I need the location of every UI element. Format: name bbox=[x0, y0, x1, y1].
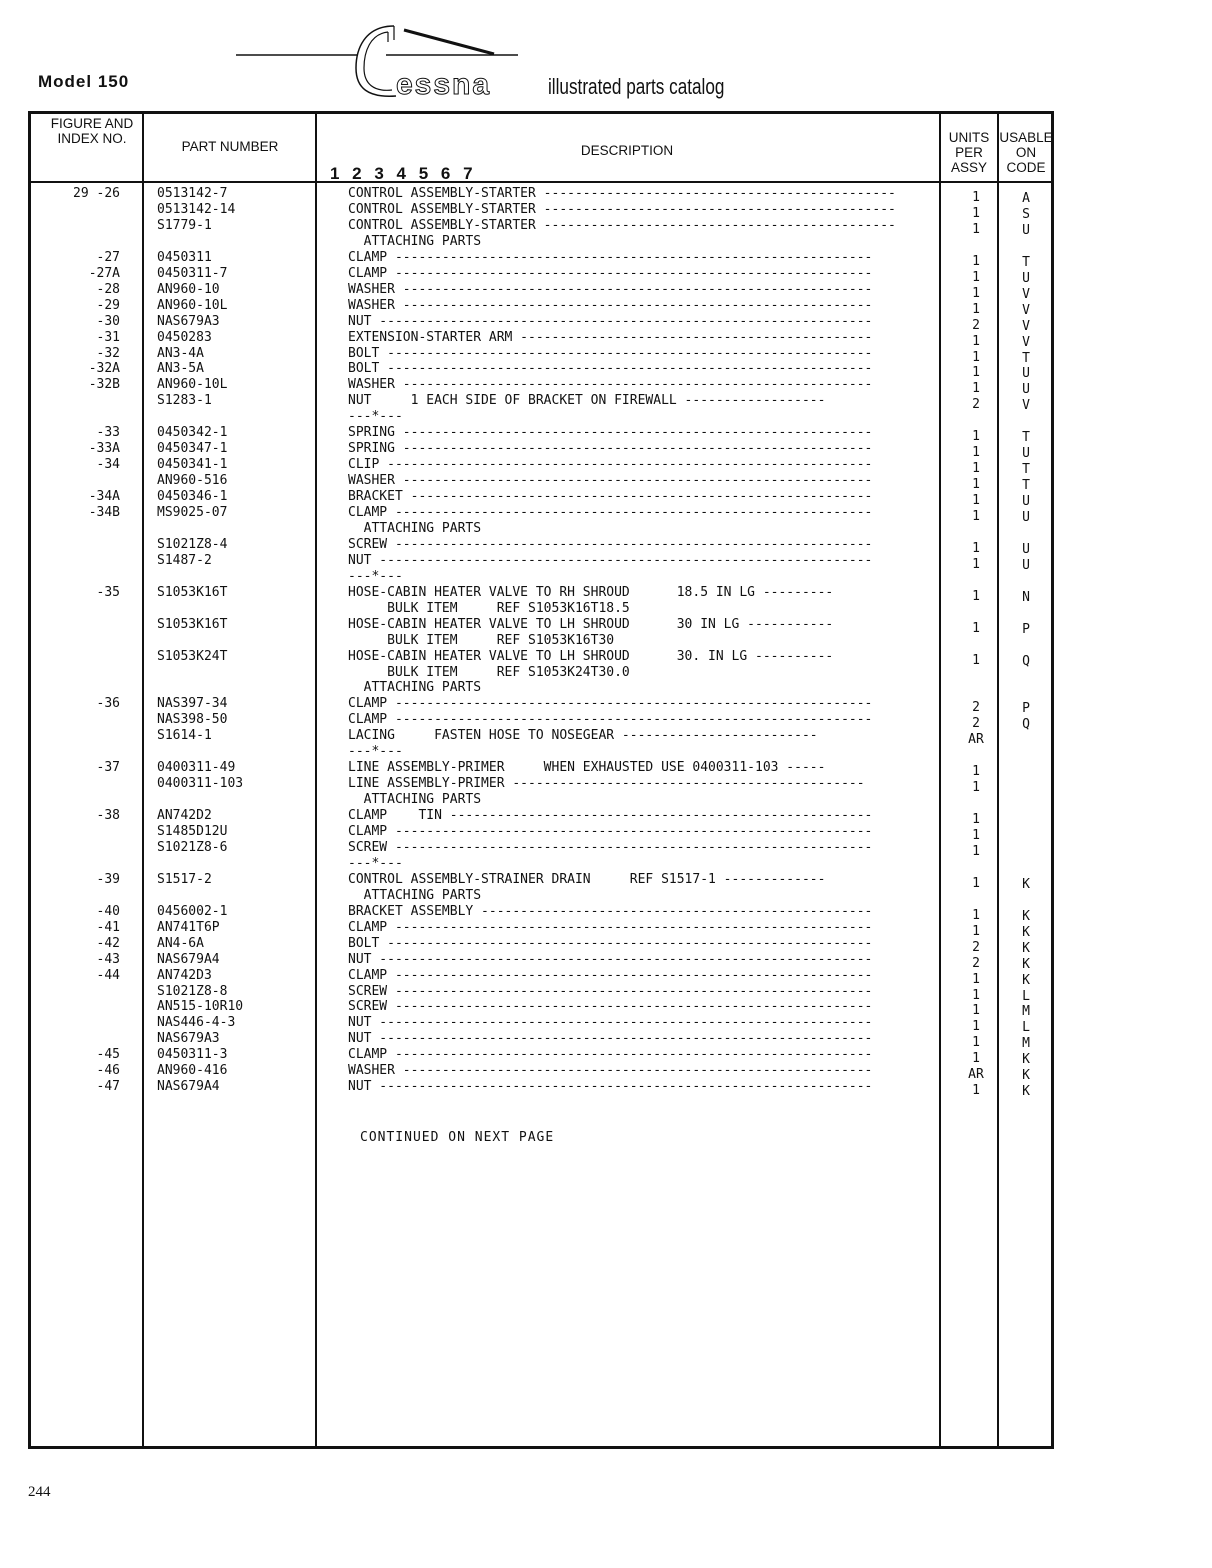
table-row bbox=[0, 489, 1212, 510]
part-number-cell: AN742D2 bbox=[157, 808, 212, 824]
table-row bbox=[0, 601, 1212, 617]
part-number-cell: AN960-416 bbox=[157, 1063, 228, 1079]
header-units: UNITS PER ASSY bbox=[948, 130, 990, 175]
description-cell: CLAMP TIN ------------------------------------------------------ bbox=[348, 808, 873, 824]
figure-index-cell: -27A bbox=[88, 265, 120, 281]
units-cell: 1 bbox=[972, 349, 980, 365]
units-cell: 1 bbox=[972, 588, 980, 604]
part-number-cell: 0513142-7 bbox=[157, 186, 228, 201]
table-row bbox=[0, 409, 1212, 425]
table-row bbox=[0, 377, 1212, 398]
part-number-cell: MS9025-07 bbox=[157, 505, 228, 520]
page-number: 244 bbox=[28, 1484, 51, 1500]
usable-code-cell: K bbox=[1022, 972, 1030, 988]
usable-code-cell: K bbox=[1022, 1052, 1030, 1068]
part-number-cell: AN960-516 bbox=[157, 473, 228, 489]
usable-code-cell: Q bbox=[1022, 653, 1030, 669]
description-cell: HOSE-CABIN HEATER VALVE TO LH SHROUD 30. IN LG ---------- bbox=[348, 648, 834, 664]
part-number-cell: AN3-4A bbox=[157, 345, 204, 361]
units-cell: 1 bbox=[972, 620, 980, 636]
units-cell: 1 bbox=[972, 269, 980, 285]
usable-code-cell: T bbox=[1022, 350, 1030, 366]
table-row bbox=[0, 839, 1212, 859]
description-cell: WASHER ------------------------------------------------------------ bbox=[348, 377, 873, 393]
description-cell: CONTROL ASSEMBLY-STARTER --------------------------------------------- bbox=[348, 201, 896, 217]
description-cell: SCREW ------------------------------------------------------------- bbox=[348, 839, 873, 855]
units-cell: 1 bbox=[972, 1003, 980, 1019]
units-cell: 1 bbox=[972, 971, 980, 987]
units-cell: 1 bbox=[972, 205, 980, 221]
units-cell: 1 bbox=[972, 285, 980, 301]
table-row bbox=[0, 234, 1212, 250]
part-number-cell: 0400311-49 bbox=[157, 760, 236, 776]
description-cell: BULK ITEM REF S1053K24T30.0 bbox=[348, 664, 630, 680]
usable-code-cell: K bbox=[1022, 924, 1030, 940]
part-number-cell: S1779-1 bbox=[157, 217, 212, 233]
description-cell: SCREW ------------------------------------------------------------- bbox=[348, 536, 873, 552]
usable-code-cell: T bbox=[1022, 430, 1030, 446]
description-cell: CLAMP ------------------------------------------------------------- bbox=[348, 967, 873, 983]
units-cell: 1 bbox=[972, 987, 980, 1003]
usable-code-cell: K bbox=[1022, 908, 1030, 924]
part-number-cell: 0450347-1 bbox=[157, 441, 228, 457]
table-row bbox=[0, 967, 1212, 988]
usable-code-cell: N bbox=[1022, 589, 1030, 605]
table-row bbox=[0, 473, 1212, 494]
description-cell: ATTACHING PARTS bbox=[348, 233, 482, 249]
table-row bbox=[0, 744, 1212, 760]
description-cell: SPRING ------------------------------------------------------------ bbox=[348, 441, 873, 457]
figure-index-cell: -47 bbox=[96, 1079, 120, 1095]
units-cell: 1 bbox=[972, 365, 980, 381]
units-cell: 1 bbox=[972, 652, 980, 668]
figure-index-cell: -29 bbox=[96, 297, 120, 313]
usable-code-cell: U bbox=[1022, 494, 1030, 510]
units-cell: 1 bbox=[972, 509, 980, 524]
table-row bbox=[0, 265, 1212, 286]
usable-code-cell: P bbox=[1022, 701, 1030, 717]
figure-index-cell: -45 bbox=[96, 1047, 120, 1063]
description-cell: ---*--- bbox=[348, 855, 403, 871]
usable-code-cell: V bbox=[1022, 286, 1030, 302]
usable-code-cell: U bbox=[1022, 366, 1030, 382]
table-row bbox=[0, 871, 1212, 892]
part-number-cell: S1053K24T bbox=[157, 648, 228, 664]
description-cell: BRACKET ----------------------------------------------------------- bbox=[348, 489, 873, 505]
units-cell: 2 bbox=[972, 317, 980, 333]
usable-code-cell: K bbox=[1022, 956, 1030, 972]
units-cell: 1 bbox=[972, 445, 980, 461]
table-row bbox=[0, 297, 1212, 318]
description-cell: SCREW ------------------------------------------------------------- bbox=[348, 999, 873, 1015]
usable-code-cell: P bbox=[1022, 621, 1030, 637]
table-row bbox=[0, 441, 1212, 462]
table-row bbox=[0, 552, 1212, 573]
description-cell: LACING FASTEN HOSE TO NOSEGEAR ------------------------- bbox=[348, 728, 818, 744]
part-number-cell: S1283-1 bbox=[157, 393, 212, 409]
description-cell: ---*--- bbox=[348, 409, 403, 425]
usable-code-cell: T bbox=[1022, 254, 1030, 270]
table-row bbox=[0, 665, 1212, 681]
description-cell: NUT --------------------------------------------------------------- bbox=[348, 1031, 873, 1047]
table-row bbox=[0, 792, 1212, 808]
part-number-cell: NAS398-50 bbox=[157, 712, 228, 728]
part-number-cell: AN960-10L bbox=[157, 377, 228, 393]
description-cell: CLAMP ------------------------------------------------------------- bbox=[348, 249, 873, 265]
usable-code-cell: T bbox=[1022, 462, 1030, 478]
units-cell: AR bbox=[968, 1067, 984, 1083]
figure-index-cell: -34 bbox=[96, 457, 120, 473]
table-row bbox=[0, 329, 1212, 350]
table-row bbox=[0, 217, 1212, 238]
units-cell: 2 bbox=[972, 700, 980, 716]
units-cell: 1 bbox=[972, 301, 980, 317]
figure-index-cell: -41 bbox=[96, 919, 120, 935]
units-cell: 1 bbox=[972, 477, 980, 493]
part-number-cell: 0456002-1 bbox=[157, 903, 228, 919]
description-cell: SPRING ------------------------------------------------------------ bbox=[348, 425, 873, 441]
figure-index-cell: -43 bbox=[96, 951, 120, 967]
figure-index-cell: -35 bbox=[96, 584, 120, 600]
part-number-cell: AN960-10L bbox=[157, 297, 228, 313]
indent-digits: 1 2 3 4 5 6 7 bbox=[330, 164, 477, 183]
description-cell: ATTACHING PARTS bbox=[348, 520, 482, 536]
table-row bbox=[0, 633, 1212, 649]
units-cell: 2 bbox=[972, 716, 980, 732]
table-row bbox=[0, 569, 1212, 585]
figure-index-cell: -30 bbox=[96, 313, 120, 329]
description-cell: WASHER ------------------------------------------------------------ bbox=[348, 297, 873, 313]
table-row bbox=[0, 249, 1212, 270]
units-cell: 1 bbox=[972, 429, 980, 445]
usable-code-cell: K bbox=[1022, 1068, 1030, 1084]
table-row bbox=[0, 888, 1212, 904]
units-cell: 1 bbox=[972, 764, 980, 780]
part-number-cell: S1053K16T bbox=[157, 584, 228, 600]
description-cell: BULK ITEM REF S1053K16T30 bbox=[348, 632, 615, 648]
usable-code-cell: L bbox=[1022, 1020, 1030, 1036]
header-description: DESCRIPTION bbox=[580, 143, 674, 158]
continued-note: CONTINUED ON NEXT PAGE bbox=[360, 1130, 555, 1145]
description-cell: CONTROL ASSEMBLY-STARTER --------------------------------------------- bbox=[348, 217, 896, 233]
usable-code-cell: T bbox=[1022, 478, 1030, 494]
figure-index-cell: 29 -26 bbox=[73, 186, 120, 201]
usable-code-cell: U bbox=[1022, 382, 1030, 398]
figure-index-cell: -40 bbox=[96, 903, 120, 919]
usable-code-cell: U bbox=[1022, 510, 1030, 525]
units-cell: 1 bbox=[972, 556, 980, 572]
part-number-cell: 0450283 bbox=[157, 329, 212, 345]
description-cell: BOLT -------------------------------------------------------------- bbox=[348, 345, 873, 361]
description-cell: NUT 1 EACH SIDE OF BRACKET ON FIREWALL ------------------ bbox=[348, 393, 826, 409]
table-row bbox=[0, 919, 1212, 940]
part-number-cell: AN4-6A bbox=[157, 935, 204, 951]
table-row bbox=[0, 1063, 1212, 1084]
units-cell: 1 bbox=[972, 812, 980, 828]
description-cell: EXTENSION-STARTER ARM --------------------------------------------- bbox=[348, 329, 873, 345]
usable-code-cell: U bbox=[1022, 270, 1030, 286]
usable-code-cell: L bbox=[1022, 988, 1030, 1004]
part-number-cell: NAS679A3 bbox=[157, 1031, 220, 1047]
description-cell: HOSE-CABIN HEATER VALVE TO RH SHROUD 18.5 IN LG --------- bbox=[348, 584, 834, 600]
units-cell: 1 bbox=[972, 923, 980, 939]
table-row bbox=[0, 616, 1212, 637]
figure-index-cell: -33A bbox=[88, 441, 120, 457]
figure-index-cell: -36 bbox=[96, 696, 120, 712]
usable-code-cell: K bbox=[1022, 876, 1030, 892]
units-cell: 1 bbox=[972, 493, 980, 509]
header-usable: USABLE ON CODE bbox=[999, 130, 1053, 175]
usable-code-cell: A bbox=[1022, 191, 1030, 206]
units-cell: 2 bbox=[972, 397, 980, 413]
table-row bbox=[0, 696, 1212, 717]
units-cell: 1 bbox=[972, 253, 980, 269]
description-cell: CONTROL ASSEMBLY-STARTER --------------------------------------------- bbox=[348, 186, 896, 201]
description-cell: LINE ASSEMBLY-PRIMER --------------------------------------------- bbox=[348, 776, 865, 792]
part-number-cell: S1053K16T bbox=[157, 616, 228, 632]
table-row bbox=[0, 648, 1212, 669]
part-number-cell: NAS679A4 bbox=[157, 951, 220, 967]
table-row bbox=[0, 1031, 1212, 1052]
description-cell: BOLT -------------------------------------------------------------- bbox=[348, 935, 873, 951]
table-row bbox=[0, 903, 1212, 924]
usable-code-cell: U bbox=[1022, 557, 1030, 573]
table-row bbox=[0, 999, 1212, 1020]
units-cell: 1 bbox=[972, 333, 980, 349]
units-cell: 1 bbox=[972, 907, 980, 923]
table-row bbox=[0, 186, 1212, 206]
description-cell: BOLT -------------------------------------------------------------- bbox=[348, 361, 873, 377]
table-row bbox=[0, 521, 1212, 537]
part-number-cell: 0450341-1 bbox=[157, 457, 228, 473]
table-row bbox=[0, 1015, 1212, 1036]
units-cell: 1 bbox=[972, 381, 980, 397]
part-number-cell: S1021Z8-6 bbox=[157, 839, 228, 855]
table-row bbox=[0, 393, 1212, 414]
part-number-cell: NAS679A3 bbox=[157, 313, 220, 329]
usable-code-cell: V bbox=[1022, 334, 1030, 350]
table-row bbox=[0, 680, 1212, 696]
table-row bbox=[0, 425, 1212, 446]
usable-code-cell: V bbox=[1022, 302, 1030, 318]
table-row bbox=[0, 776, 1212, 796]
part-number-cell: AN742D3 bbox=[157, 967, 212, 983]
units-cell: 1 bbox=[972, 843, 980, 859]
figure-index-cell: -28 bbox=[96, 281, 120, 297]
table-row bbox=[0, 201, 1212, 222]
usable-code-cell: V bbox=[1022, 318, 1030, 334]
table-row bbox=[0, 856, 1212, 872]
usable-code-cell: Q bbox=[1022, 717, 1030, 733]
table-row bbox=[0, 536, 1212, 557]
table-row bbox=[0, 712, 1212, 733]
table-row bbox=[0, 281, 1212, 302]
part-number-cell: 0450311 bbox=[157, 249, 212, 265]
part-number-cell: 0450346-1 bbox=[157, 489, 228, 505]
figure-index-cell: -27 bbox=[96, 249, 120, 265]
part-number-cell: NAS397-34 bbox=[157, 696, 228, 712]
figure-index-cell: -32B bbox=[88, 377, 120, 393]
figure-index-cell: -31 bbox=[96, 329, 120, 345]
units-cell: 1 bbox=[972, 461, 980, 477]
units-cell: 1 bbox=[972, 540, 980, 556]
units-cell: 1 bbox=[972, 828, 980, 843]
description-cell: SCREW ------------------------------------------------------------- bbox=[348, 983, 873, 999]
units-cell: 1 bbox=[972, 190, 980, 205]
units-cell: 1 bbox=[972, 1035, 980, 1051]
description-cell: NUT --------------------------------------------------------------- bbox=[348, 951, 873, 967]
table-row bbox=[0, 345, 1212, 366]
description-cell: NUT --------------------------------------------------------------- bbox=[348, 313, 873, 329]
usable-code-cell: S bbox=[1022, 206, 1030, 222]
usable-code-cell: M bbox=[1022, 1036, 1030, 1052]
description-cell: CLAMP ------------------------------------------------------------- bbox=[348, 712, 873, 728]
table-row bbox=[0, 1079, 1212, 1100]
usable-code-cell: U bbox=[1022, 541, 1030, 557]
table-row bbox=[0, 935, 1212, 956]
description-cell: ATTACHING PARTS bbox=[348, 792, 482, 808]
part-number-cell: 0400311-103 bbox=[157, 776, 244, 792]
table-row bbox=[0, 457, 1212, 478]
part-number-cell: S1021Z8-8 bbox=[157, 983, 228, 999]
figure-index-cell: -46 bbox=[96, 1063, 120, 1079]
part-number-cell: AN741T6P bbox=[157, 919, 220, 935]
table-row bbox=[0, 983, 1212, 1004]
part-number-cell: NAS446-4-3 bbox=[157, 1015, 236, 1031]
description-cell: HOSE-CABIN HEATER VALVE TO LH SHROUD 30 IN LG ----------- bbox=[348, 616, 834, 632]
usable-code-cell: K bbox=[1022, 1084, 1030, 1100]
units-cell: 1 bbox=[972, 1083, 980, 1099]
description-cell: CLAMP ------------------------------------------------------------- bbox=[348, 1047, 873, 1063]
table-row bbox=[0, 760, 1212, 780]
units-cell: 1 bbox=[972, 221, 980, 237]
part-number-cell: S1614-1 bbox=[157, 728, 212, 744]
part-number-cell: AN3-5A bbox=[157, 361, 204, 377]
description-cell: LINE ASSEMBLY-PRIMER WHEN EXHAUSTED USE 0400311-103 ----- bbox=[348, 760, 826, 776]
part-number-cell: NAS679A4 bbox=[157, 1079, 220, 1095]
description-cell: WASHER ------------------------------------------------------------ bbox=[348, 1063, 873, 1079]
description-cell: ATTACHING PARTS bbox=[348, 887, 482, 903]
description-cell: WASHER ------------------------------------------------------------ bbox=[348, 281, 873, 297]
table-row bbox=[0, 584, 1212, 605]
figure-index-cell: -32A bbox=[88, 361, 120, 377]
units-cell: 1 bbox=[972, 875, 980, 891]
description-cell: CLAMP ------------------------------------------------------------- bbox=[348, 696, 873, 712]
header-figure: FIGURE AND INDEX NO. bbox=[50, 116, 134, 146]
description-cell: ---*--- bbox=[348, 568, 403, 584]
part-number-cell: 0450342-1 bbox=[157, 425, 228, 441]
units-cell: 2 bbox=[972, 955, 980, 971]
units-cell: 2 bbox=[972, 939, 980, 955]
part-number-cell: S1517-2 bbox=[157, 871, 212, 887]
figure-index-cell: -42 bbox=[96, 935, 120, 951]
description-cell: NUT --------------------------------------------------------------- bbox=[348, 1015, 873, 1031]
part-number-cell: 0450311-3 bbox=[157, 1047, 228, 1063]
catalog-title: illustrated parts catalog bbox=[548, 74, 725, 99]
units-cell: 1 bbox=[972, 780, 980, 796]
description-cell: BULK ITEM REF S1053K16T18.5 bbox=[348, 600, 630, 616]
table-row bbox=[0, 824, 1212, 843]
units-cell: 1 bbox=[972, 1019, 980, 1035]
table-row bbox=[0, 361, 1212, 382]
table-row bbox=[0, 808, 1212, 828]
table-row bbox=[0, 505, 1212, 525]
table-row bbox=[0, 313, 1212, 334]
figure-index-cell: -34B bbox=[88, 505, 120, 520]
description-cell: CONTROL ASSEMBLY-STRAINER DRAIN REF S1517-1 ------------- bbox=[348, 871, 826, 887]
figure-index-cell: -38 bbox=[96, 808, 120, 824]
description-cell: CLAMP ------------------------------------------------------------- bbox=[348, 505, 873, 520]
units-cell: AR bbox=[968, 732, 984, 748]
description-cell: ATTACHING PARTS bbox=[348, 680, 482, 696]
part-number-cell: S1021Z8-4 bbox=[157, 536, 228, 552]
header-divider bbox=[28, 181, 1054, 183]
part-number-cell: S1485D12U bbox=[157, 824, 228, 839]
usable-code-cell: M bbox=[1022, 1004, 1030, 1020]
model-label: Model 150 bbox=[38, 72, 130, 91]
part-number-cell: 0513142-14 bbox=[157, 201, 236, 217]
description-cell: NUT --------------------------------------------------------------- bbox=[348, 1079, 873, 1095]
description-cell: WASHER ------------------------------------------------------------ bbox=[348, 473, 873, 489]
figure-index-cell: -37 bbox=[96, 760, 120, 776]
figure-index-cell: -32 bbox=[96, 345, 120, 361]
part-number-cell: S1487-2 bbox=[157, 552, 212, 568]
figure-index-cell: -33 bbox=[96, 425, 120, 441]
usable-code-cell: V bbox=[1022, 398, 1030, 414]
figure-index-cell: -44 bbox=[96, 967, 120, 983]
figure-index-cell: -34A bbox=[88, 489, 120, 505]
table-row bbox=[0, 1047, 1212, 1068]
figure-index-cell: -39 bbox=[96, 871, 120, 887]
usable-code-cell: K bbox=[1022, 940, 1030, 956]
description-cell: CLAMP ------------------------------------------------------------- bbox=[348, 824, 873, 839]
usable-code-cell: U bbox=[1022, 446, 1030, 462]
description-cell: BRACKET ASSEMBLY -------------------------------------------------- bbox=[348, 903, 873, 919]
units-cell: 1 bbox=[972, 1051, 980, 1067]
usable-code-cell: U bbox=[1022, 222, 1030, 238]
part-number-cell: AN515-10R10 bbox=[157, 999, 244, 1015]
description-cell: CLIP -------------------------------------------------------------- bbox=[348, 457, 873, 473]
part-number-cell: AN960-10 bbox=[157, 281, 220, 297]
description-cell: CLAMP ------------------------------------------------------------- bbox=[348, 919, 873, 935]
svg-text:essna: essna bbox=[396, 68, 492, 101]
header-part-number: PART NUMBER bbox=[181, 139, 279, 154]
table-row bbox=[0, 951, 1212, 972]
part-number-cell: 0450311-7 bbox=[157, 265, 228, 281]
description-cell: ---*--- bbox=[348, 744, 403, 760]
description-cell: CLAMP ------------------------------------------------------------- bbox=[348, 265, 873, 281]
table-row bbox=[0, 728, 1212, 748]
description-cell: NUT --------------------------------------------------------------- bbox=[348, 552, 873, 568]
